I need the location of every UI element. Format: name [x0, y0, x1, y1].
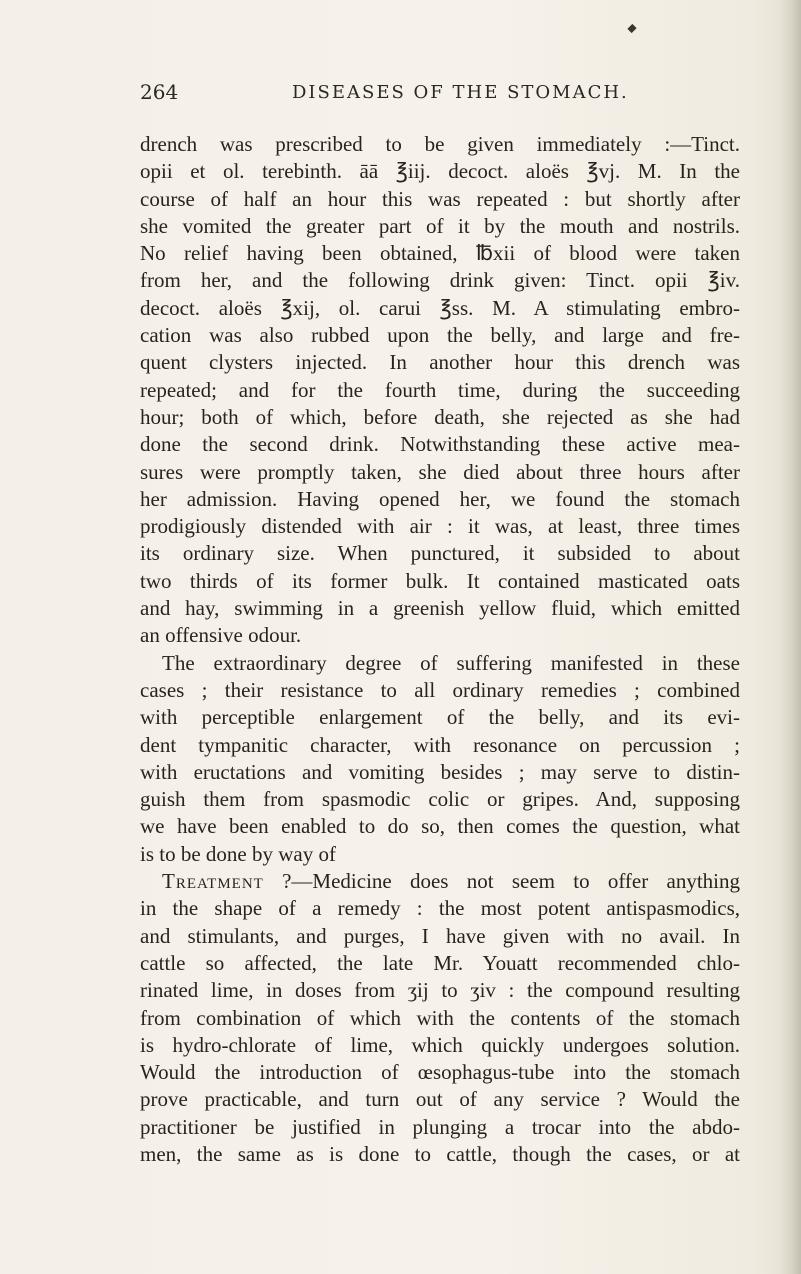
text-line: cation was also rubbed upon the belly, and large and fre- — [140, 323, 740, 348]
text-line: rinated lime, in doses from ʒij to ʒiv : the compound resulting — [140, 978, 740, 1003]
treatment-text: ?—Medicine does not seem to offer anything — [282, 869, 740, 894]
treatment-heading: Treatment — [162, 869, 264, 894]
text-line: its ordinary size. When punctured, it subsided to about — [140, 541, 740, 566]
text-line: from her, and the following drink given: Tinct. opii ℥iv. — [140, 268, 740, 293]
text-line: quent clysters injected. In another hour this drench was — [140, 350, 740, 375]
text-line: she vomited the greater part of it by the mouth and nostrils. — [140, 213, 740, 238]
page-number: 264 — [140, 80, 179, 104]
text-line: from combination of which with the contents of the stomach — [140, 1005, 740, 1030]
text-line: practitioner be justified in plunging a trocar into the abdo- — [140, 1114, 740, 1139]
text-line: prodigiously distended with air : it was, at least, three times — [140, 514, 740, 539]
text-line: done the second drink. Notwithstanding these active mea- — [140, 432, 740, 457]
text-line: hour; both of which, before death, she rejected as she had — [140, 404, 740, 429]
text-line: The extraordinary degree of suffering manifested in these — [162, 650, 740, 675]
text-line: dent tympanitic character, with resonance on percussion ; — [140, 732, 740, 757]
text-line: two thirds of its former bulk. It contained masticated oats — [140, 568, 740, 593]
text-line: we have been enabled to do so, then comes the question, what — [140, 814, 740, 839]
text-line: drench was prescribed to be given immediately :—Tinct. — [140, 132, 740, 156]
text-line: Would the introduction of œsophagus-tube into the stomach — [140, 1060, 740, 1085]
running-head: DISEASES OF THE STOMACH. — [292, 82, 629, 103]
text-line: course of half an hour this was repeated : but shortly after — [140, 186, 740, 211]
text-line: cattle so affected, the late Mr. Youatt recommended chlo- — [140, 950, 740, 975]
text-line: men, the same as is done to cattle, though the cases, or at — [140, 1141, 740, 1166]
text-line: guish them from spasmodic colic or gripes. And, supposing — [140, 787, 740, 812]
text-line: her admission. Having opened her, we found the stomach — [140, 486, 740, 511]
text-line: in the shape of a remedy : the most potent antispasmodics, — [140, 896, 740, 921]
text-line: opii et ol. terebinth. āā ℥iij. decoct. aloës ℥vj. M. In the — [140, 159, 740, 184]
text-line: and stimulants, and purges, I have given with no avail. In — [140, 923, 740, 948]
text-line: with eructations and vomiting besides ; may serve to distin- — [140, 759, 740, 784]
ink-mark — [627, 24, 636, 33]
text-line: prove practicable, and turn out of any service ? Would the — [140, 1087, 740, 1112]
text-line: sures were promptly taken, she died about three hours after — [140, 459, 740, 484]
text-line: cases ; their resistance to all ordinary remedies ; combined — [140, 677, 740, 702]
text-line: an offensive odour. — [140, 623, 302, 648]
page-edge-shadow — [779, 0, 801, 1274]
body-text — [140, 131, 740, 1168]
text-line: is hydro-chlorate of lime, which quickly undergoes solution. — [140, 1032, 740, 1057]
text-line-treatment — [140, 868, 740, 895]
text-line: and hay, swimming in a greenish yellow fluid, which emitted — [140, 596, 740, 621]
page-header — [140, 80, 740, 120]
text-line: repeated; and for the fourth time, during the succeeding — [140, 377, 740, 402]
text-line: is to be done by way of — [140, 841, 336, 866]
text-line: decoct. aloës ℥xij, ol. carui ℥ss. M. A stimulating embro- — [140, 295, 740, 320]
text-line: No relief having been obtained, ℔xii of blood were taken — [140, 241, 740, 266]
text-line: with perceptible enlargement of the belly, and its evi- — [140, 705, 740, 730]
